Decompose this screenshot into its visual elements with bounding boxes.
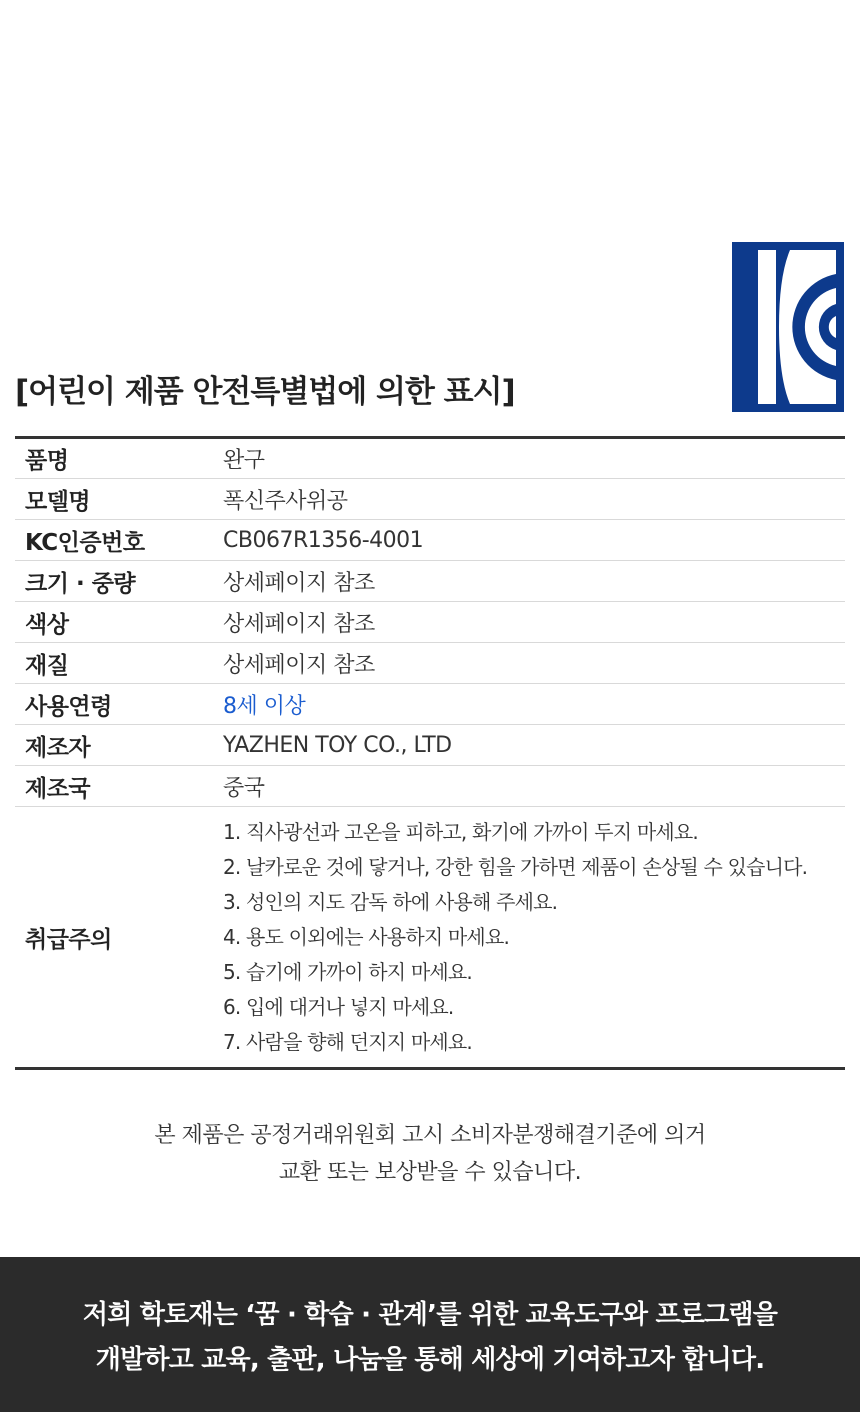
row-value: 상세페이지 참조 <box>223 561 845 602</box>
kc-certification-logo <box>732 242 844 412</box>
footer-line: 개발하고 교육, 출판, 나눔을 통해 세상에 기여하고자 합니다. <box>95 1345 765 1375</box>
row-label: 색상 <box>15 602 223 643</box>
row-value: 상세페이지 참조 <box>223 602 845 643</box>
row-label: 크기 · 중량 <box>15 561 223 602</box>
list-item: 1. 직사광선과 고온을 피하고, 화기에 가까이 두지 마세요. <box>223 819 698 844</box>
row-label: 재질 <box>15 643 223 684</box>
row-label: 사용연령 <box>15 684 223 725</box>
company-footer <box>0 1257 860 1412</box>
list-item: 3. 성인의 지도 감독 하에 사용해 주세요. <box>223 889 558 914</box>
table-row-country <box>15 766 845 807</box>
table-row-size-weight <box>15 561 845 602</box>
row-label: 모델명 <box>15 479 223 520</box>
list-item: 2. 날카로운 것에 닿거나, 강한 힘을 가하면 제품이 손상될 수 있습니다. <box>223 854 808 879</box>
notice-line: 본 제품은 공정거래위원회 고시 소비자분쟁해결기준에 의거 <box>154 1123 706 1148</box>
table-row-material <box>15 643 845 684</box>
table-row-product-name <box>15 438 845 479</box>
notice-line: 교환 또는 보상받을 수 있습니다. <box>278 1160 582 1185</box>
footer-line: 저희 학토재는 ‘꿈 · 학습 · 관계’를 위한 교육도구와 프로그램을 <box>82 1300 778 1330</box>
row-label: 제조국 <box>15 766 223 807</box>
caution-list <box>223 815 845 1060</box>
list-item: 4. 용도 이외에는 사용하지 마세요. <box>223 924 510 949</box>
row-value: CB067R1356-4001 <box>223 520 845 561</box>
table-row-kc-number <box>15 520 845 561</box>
table-row-age <box>15 684 845 725</box>
table-row-caution <box>15 807 845 1069</box>
list-item: 6. 입에 대거나 넣지 마세요. <box>223 994 454 1019</box>
row-label: KC인증번호 <box>15 520 223 561</box>
page-title: [어린이 제품 안전특별법에 의한 표시] <box>15 374 515 410</box>
row-value: 상세페이지 참조 <box>223 643 845 684</box>
table-row-color <box>15 602 845 643</box>
row-value-age: 8세 이상 <box>223 684 845 725</box>
kc-mark-icon <box>732 242 844 412</box>
list-item: 7. 사람을 향해 던지지 마세요. <box>223 1029 472 1054</box>
row-value: 폭신주사위공 <box>223 479 845 520</box>
caution-cell <box>223 807 845 1069</box>
row-label: 품명 <box>15 438 223 479</box>
list-item: 5. 습기에 가까이 하지 마세요. <box>223 959 472 984</box>
row-value: 완구 <box>223 438 845 479</box>
row-label: 제조자 <box>15 725 223 766</box>
row-value: 중국 <box>223 766 845 807</box>
exchange-notice <box>0 1117 860 1191</box>
row-label: 취급주의 <box>25 926 112 953</box>
table-row-manufacturer <box>15 725 845 766</box>
table-row-model-name <box>15 479 845 520</box>
row-value: YAZHEN TOY CO., LTD <box>223 725 845 766</box>
product-info-table <box>15 436 845 1070</box>
